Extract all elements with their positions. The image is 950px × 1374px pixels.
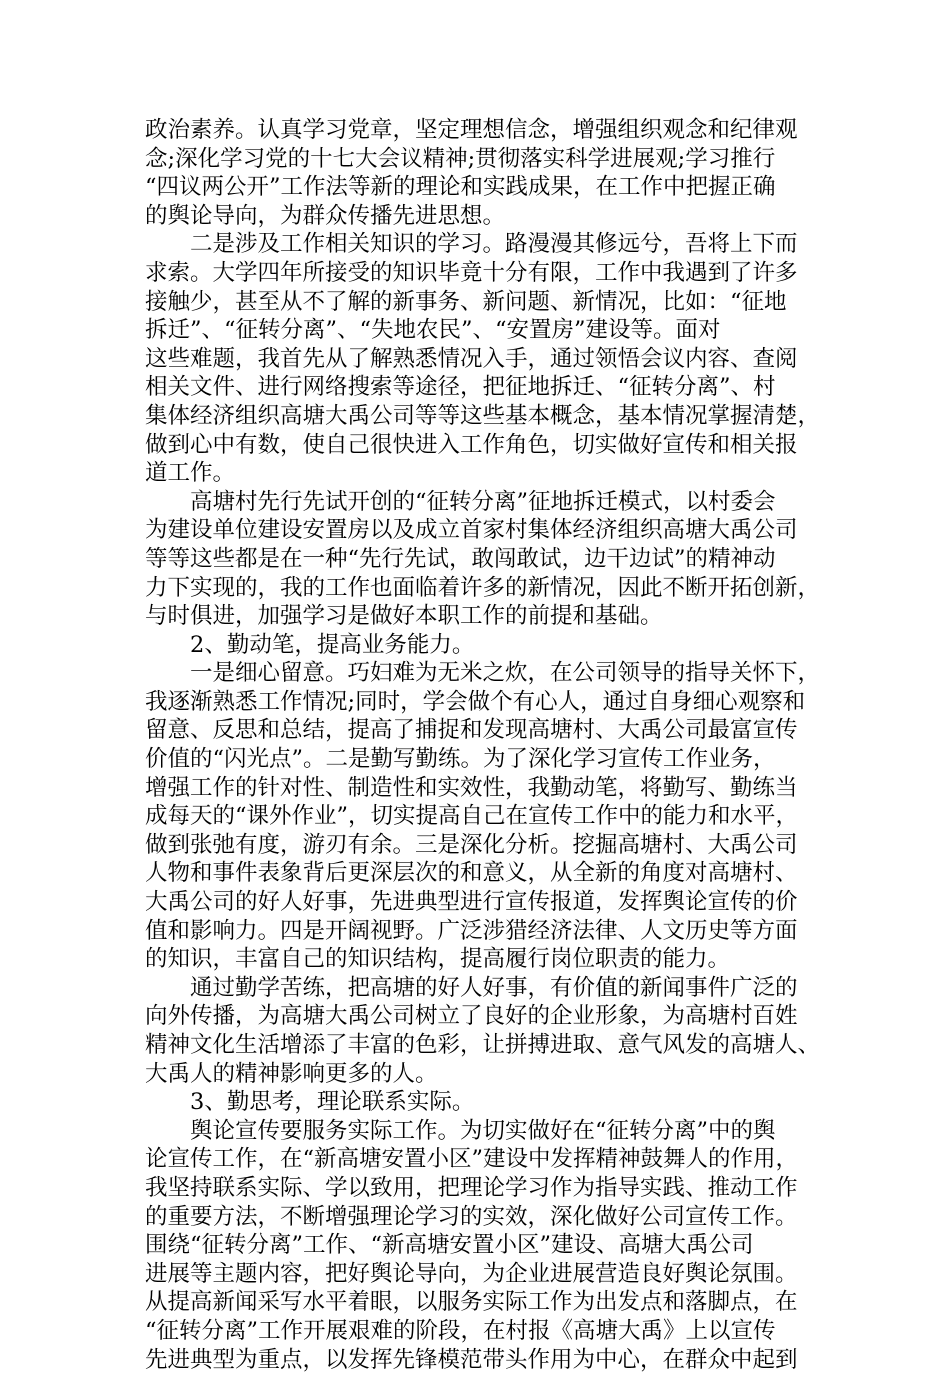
text-line: 人物和事件表象背后更深层次的和意义，从全新的角度对高塘村、 [145, 860, 798, 887]
text-line: “四议两公开”工作法等新的理论和实践成果，在工作中把握正确 [145, 174, 776, 201]
text-line: 进展等主题内容，把好舆论导向，为企业进展营造良好舆论氛围。 [145, 1260, 798, 1287]
text-line: 的知识，丰富自己的知识结构，提高履行岗位职责的能力。 [145, 946, 731, 973]
text-line: 围绕“征转分离”工作、“新高塘安置小区”建设、高塘大禹公司 [145, 1232, 754, 1259]
text-line: 向外传播，为高塘大禹公司树立了良好的企业形象，为高塘村百姓 [145, 1003, 798, 1030]
text-line: 价值的“闪光点”。二是勤写勤练。为了深化学习宣传工作业务， [145, 746, 776, 773]
text-line: 留意、反思和总结，提高了捕捉和发现高塘村、大禹公司最富宣传 [145, 717, 798, 744]
text-line: 一是细心留意。巧妇难为无米之炊，在公司领导的指导关怀下， [190, 660, 821, 687]
text-line: 念;深化学习党的十七大会议精神;贯彻落实科学进展观;学习推行 [145, 145, 776, 172]
text-line: 等等这些都是在一种“先行先试，敢闯敢试，边干边试”的精神动 [145, 545, 776, 572]
document-body [145, 116, 830, 1374]
text-line: 我坚持联系实际、学以致用，把理论学习作为指导实践、推动工作 [145, 1174, 798, 1201]
text-line: 成每天的“课外作业”，切实提高自己在宣传工作中的能力和水平， [145, 803, 799, 830]
text-line: 大禹人的精神影响更多的人。 [145, 1060, 438, 1087]
text-line: 2、勤动笔，提高业务能力。 [190, 631, 475, 658]
text-line: 二是涉及工作相关知识的学习。路漫漫其修远兮，吾将上下而 [190, 231, 798, 258]
text-line: 集体经济组织高塘大禹公司等等这些基本概念，基本情况掌握清楚， [145, 402, 821, 429]
text-line: 论宣传工作，在“新高塘安置小区”建设中发挥精神鼓舞人的作用， [145, 1146, 799, 1173]
text-line: 政治素养。认真学习党章，坚定理想信念，增强组织观念和纪律观 [145, 117, 798, 143]
text-line: 这些难题，我首先从了解熟悉情况入手，通过领悟会议内容、查阅 [145, 345, 798, 372]
text-line: 的舆论导向，为群众传播先进思想。 [145, 202, 506, 229]
text-line: “征转分离”工作开展艰难的阶段，在村报《高塘大禹》上以宣传 [145, 1317, 776, 1344]
text-line: 大禹公司的好人好事，先进典型进行宣传报道，发挥舆论宣传的价 [145, 889, 798, 916]
text-line: 求索。大学四年所接受的知识毕竟十分有限，工作中我遇到了许多 [145, 259, 798, 286]
text-line: 精神文化生活增添了丰富的色彩，让拼搏进取、意气风发的高塘人、 [145, 1032, 821, 1058]
text-line: 舆论宣传要服务实际工作。为切实做好在“征转分离”中的舆 [190, 1117, 776, 1144]
text-line: 3、勤思考，理论联系实际。 [190, 1089, 475, 1116]
text-line: 与时俱进，加强学习是做好本职工作的前提和基础。 [145, 603, 663, 630]
text-line: 通过勤学苦练，把高塘的好人好事，有价值的新闻事件广泛的 [190, 974, 798, 1001]
text-line: 从提高新闻采写水平着眼，以服务实际工作为出发点和落脚点，在 [145, 1289, 798, 1316]
text-line: 为建设单位建设安置房以及成立首家村集体经济组织高塘大禹公司 [145, 517, 798, 544]
text-line: 值和影响力。四是开阔视野。广泛涉猎经济法律、人文历史等方面 [145, 917, 798, 944]
text-line: 道工作。 [145, 460, 236, 487]
text-line: 力下实现的，我的工作也面临着许多的新情况，因此不断开拓创新， [145, 574, 821, 601]
text-line: 拆迁”、“征转分离”、“失地农民”、“安置房”建设等。面对 [145, 317, 721, 344]
text-line: 接触少，甚至从不了解的新事务、新问题、新情况，比如：“征地 [145, 288, 787, 315]
text-line: 做到张弛有度，游刃有余。三是深化分析。挖掘高塘村、大禹公司 [145, 831, 798, 858]
text-line: 增强工作的针对性、制造性和实效性，我勤动笔，将勤写、勤练当 [145, 774, 798, 801]
text-line: 的重要方法，不断增强理论学习的实效，深化做好公司宣传工作。 [145, 1203, 798, 1230]
text-line: 相关文件、进行网络搜索等途径，把征地拆迁、“征转分离”、村 [145, 374, 776, 401]
text-line: 做到心中有数，使自己很快进入工作角色，切实做好宣传和相关报 [145, 431, 798, 458]
text-line: 我逐渐熟悉工作情况;同时，学会做个有心人，通过自身细心观察和 [145, 688, 806, 715]
text-line: 高塘村先行先试开创的“征转分离”征地拆迁模式，以村委会 [190, 488, 776, 515]
text-line: 先进典型为重点，以发挥先锋模范带头作用为中心，在群众中起到 [145, 1346, 798, 1373]
